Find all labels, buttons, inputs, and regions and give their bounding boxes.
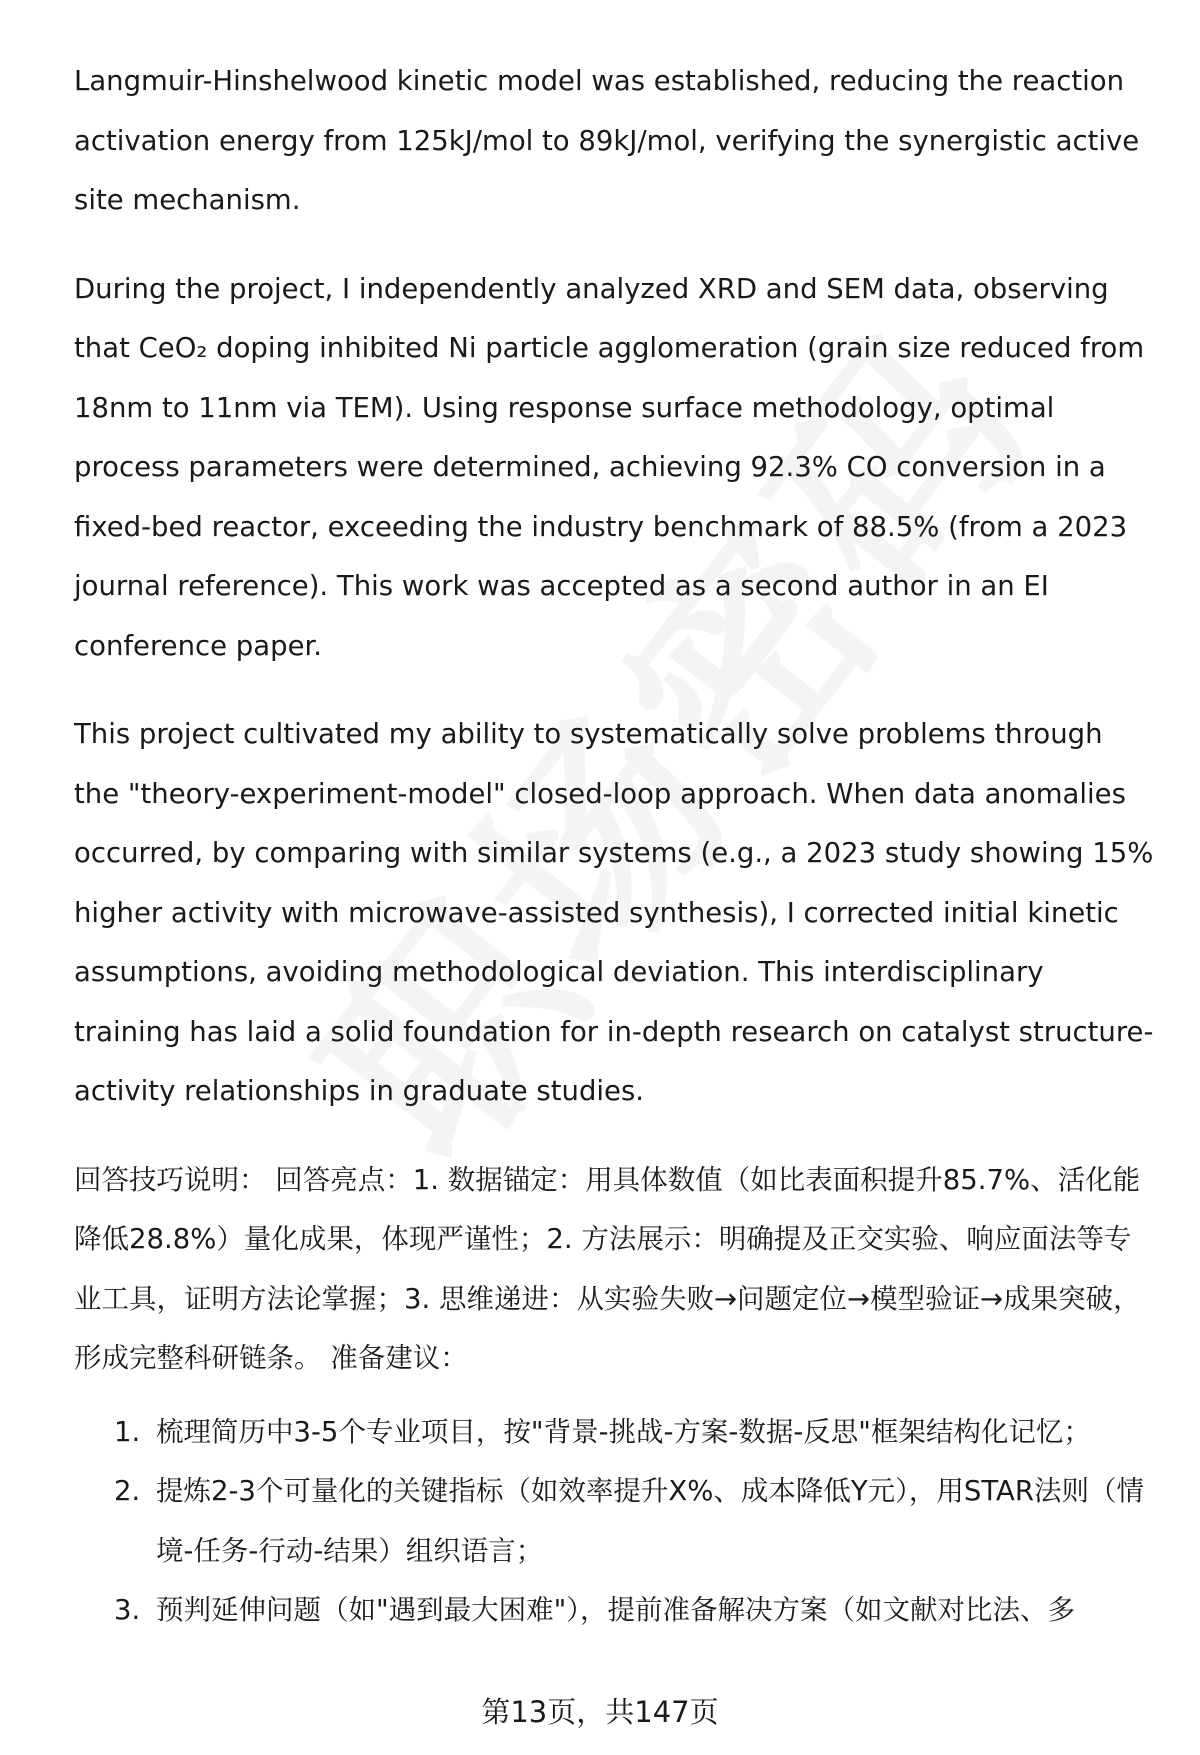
page-number: 第13页，共147页 bbox=[481, 1695, 719, 1729]
document-body bbox=[74, 52, 1154, 1641]
paragraph-answer-tips: 回答技巧说明： 回答亮点：1. 数据锚定：用具体数值（如比表面积提升85.7%、活化能降低28.8%）量化成果，体现严谨性；2. 方法展示：明确提及正交实验、响应面法等专业工具，证明方法论掌握；3. 思维递进：从实验失败→问题定位→模型验证→成果突破，形成完整科研链条。 准备建议： bbox=[74, 1163, 1141, 1374]
list-text: 提炼2-3个可量化的关键指标（如效率提升X%、成本降低Y元），用STAR法则（情境-任务-行动-结果）组织语言； bbox=[156, 1475, 1144, 1567]
paragraph-reflection: This project cultivated my ability to systematically solve problems through the "theory-experiment-model" closed-loop approach. When data anomalies occurred, by comparing with similar systems (e.g., a 2023 study showing 15% higher activity with microwave-assisted synthesis), I corrected initial kinetic assumptions, avoiding methodological deviation. This interdisciplinary training has laid a solid foundation for in-depth research on catalyst structure-activity relationships in graduate studies. bbox=[74, 718, 1154, 1107]
list-number: 2. bbox=[114, 1475, 141, 1507]
list-item bbox=[114, 1403, 1154, 1463]
list-number: 3. bbox=[114, 1594, 141, 1626]
list-item bbox=[114, 1581, 1154, 1641]
list-text: 梳理简历中3-5个专业项目，按"背景-挑战-方案-数据-反思"框架结构化记忆； bbox=[156, 1415, 1091, 1448]
paragraph-kinetic-model: Langmuir-Hinshelwood kinetic model was established, reducing the reaction activation energy from 125kJ/mol to 89kJ/mol, verifying the synergistic active site mechanism. bbox=[74, 65, 1140, 216]
paragraph-data-analysis: During the project, I independently analyzed XRD and SEM data, observing that CeO₂ doping inhibited Ni particle agglomeration (grain size reduced from 18nm to 11nm via TEM). Using response surface methodology, optimal process parameters were determined, achieving 92.3% CO conversion in a fixed-bed reactor, exceeding the industry benchmark of 88.5% (from a 2023 journal reference). This work was accepted as a second author in an EI conference paper. bbox=[74, 272, 1145, 662]
suggestion-list bbox=[74, 1403, 1154, 1641]
list-item bbox=[114, 1462, 1154, 1581]
list-text: 预判延伸问题（如"遇到最大困难"），提前准备解决方案（如文献对比法、多 bbox=[156, 1594, 1076, 1626]
list-number: 1. bbox=[114, 1415, 141, 1448]
